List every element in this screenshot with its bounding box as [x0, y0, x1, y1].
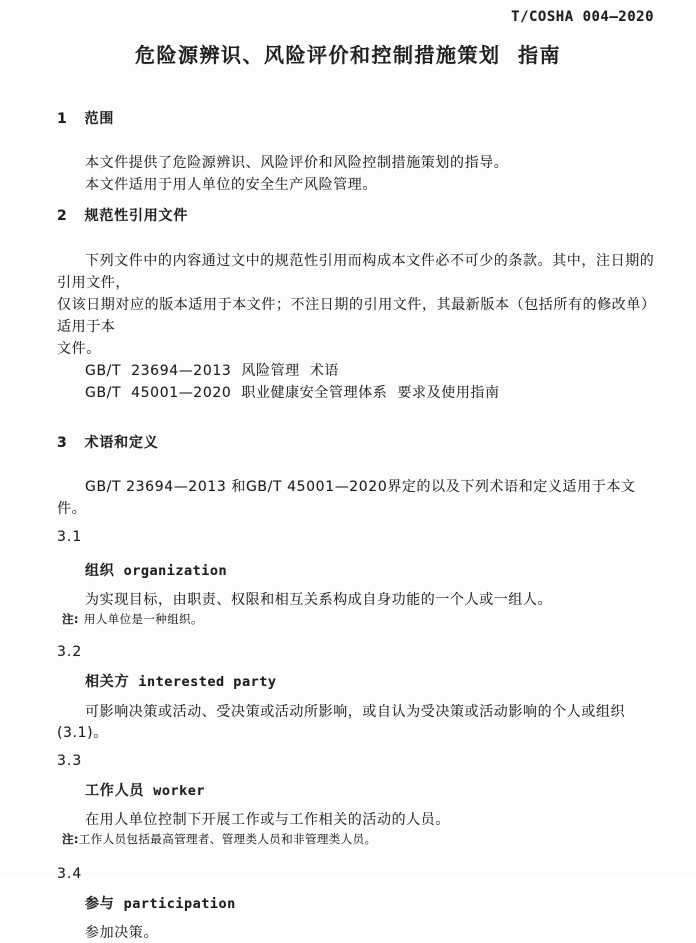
reference-item: GB/T 23694—2013 风险管理 术语 [85, 363, 340, 379]
term-heading [85, 562, 656, 580]
clause-number-3-3: 3.3 [57, 753, 83, 769]
section-heading-label: 术语和定义 [84, 435, 159, 451]
definition-line: 可影响决策或活动、受决策或活动所影响，或自认为受决策或活动影响的个人或组织 [85, 704, 626, 720]
note-text: 用人单位是一种组织。 [83, 612, 203, 626]
term-name-zh: 工作人员 [85, 783, 145, 799]
terms-intro: GB/T 23694—2013 和GB/T 45001—2020界定的以及下列术语和定义适用于本文件。 [57, 479, 636, 517]
scope-paragraphs [57, 152, 656, 196]
term-definition [57, 702, 656, 744]
section-number: 1 [57, 111, 68, 127]
note-label: 注: [62, 832, 79, 846]
doc-title: 危险源辨识、风险评价和控制措施策划 指南 [135, 43, 561, 67]
section-number: 3 [57, 435, 68, 451]
term-name-zh: 组织 [85, 563, 115, 579]
section-heading-label: 规范性引用文件 [84, 208, 189, 224]
reference-item: GB/T 45001—2020 职业健康安全管理体系 要求及使用指南 [85, 385, 500, 401]
paragraph: 本文件适用于用人单位的安全生产风险管理。 [85, 177, 377, 193]
term-name-zh: 相关方 [85, 674, 130, 690]
term-name-en: worker [153, 783, 205, 799]
normative-paragraph [57, 250, 656, 360]
term-heading [85, 673, 656, 691]
term-definition [57, 810, 656, 830]
definition-line: 在用人单位控制下开展工作或与工作相关的活动的人员。 [85, 812, 450, 828]
term-heading [85, 782, 656, 800]
definition-line: (3.1)。 [57, 725, 108, 741]
note-text: 工作人员包括最高管理者、管理类人员和非管理类人员。 [78, 832, 377, 846]
document-body [0, 110, 696, 943]
section-heading-label: 范围 [84, 111, 115, 127]
note-label: 注: [62, 612, 79, 626]
term-note [62, 611, 656, 627]
section-heading-terms [57, 434, 656, 452]
paragraph-line: 仅该日期对应的版本适用于本文件；不注日期的引用文件，其最新版本（包括所有的修改单）适用于本 [57, 297, 656, 335]
paragraph: 本文件提供了危险源辨识、风险评价和风险控制措施策划的指导。 [85, 155, 509, 171]
definition-line: 参加决策。 [85, 925, 158, 941]
definition-line: 为实现目标，由职责、权限和相互关系构成自身功能的一个人或一组人。 [85, 592, 553, 608]
section-heading-scope [57, 110, 656, 128]
section-heading-normative [57, 207, 656, 225]
term-name-zh: 参与 [85, 896, 115, 912]
term-note [62, 831, 656, 847]
term-name-en: participation [123, 896, 236, 912]
section-number: 2 [57, 208, 68, 224]
term-name-en: organization [123, 563, 228, 579]
paragraph-line: 下列文件中的内容通过文中的规范性引用而构成本文件必不可少的条款。其中，注日期的引用文件， [57, 253, 655, 291]
doc-code: T/COSHA 004—2020 [511, 9, 654, 25]
paragraph-line: 文件。 [57, 341, 101, 357]
term-name-en: interested party [138, 674, 277, 690]
term-heading [85, 895, 656, 913]
clause-number-3-4: 3.4 [57, 866, 83, 882]
term-definition [57, 923, 656, 943]
term-definition [57, 590, 656, 610]
clause-number-3-1: 3.1 [57, 529, 83, 545]
reference-list [57, 360, 656, 404]
clause-number-3-2: 3.2 [57, 644, 83, 660]
